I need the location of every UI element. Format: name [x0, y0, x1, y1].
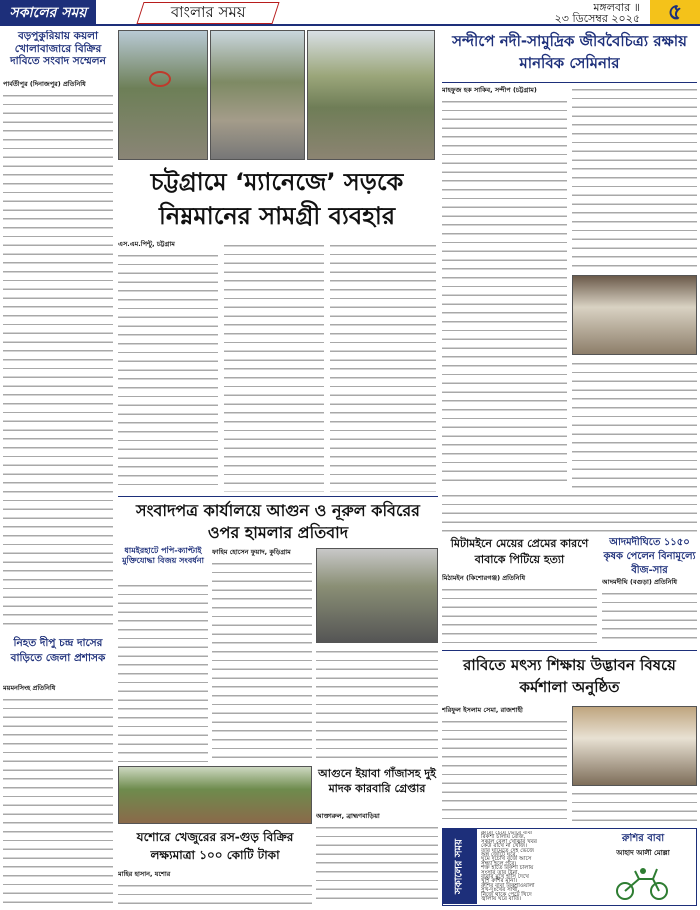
page-number: ৫ [650, 0, 700, 26]
article-text [118, 582, 208, 762]
poem-box [442, 828, 697, 906]
article-text [316, 824, 438, 904]
byline: পার্বতীপুর (দিনাজপুর) প্রতিনিধি [3, 80, 86, 88]
byline: আক্তারুল, ব্রাহ্মণবাড়িয়া [316, 812, 380, 820]
byline: ময়মনসিংহ প্রতিনিধি [3, 684, 56, 692]
divider [118, 496, 438, 497]
headline-seed: আদমদীঘিতে ১১৫০ কৃষক পেলেন বিনামূল্যে বীজ-সার [603, 537, 696, 576]
date-palm-photo [118, 766, 312, 824]
article-text [572, 360, 697, 488]
article-text [118, 882, 312, 904]
article-text [442, 98, 567, 488]
headline-mother: মিটামইনে মেয়ের প্রেমের কারণে বাবাকে পিটিয়ে হত্যা [450, 537, 589, 566]
divider [442, 650, 697, 651]
article-text [212, 560, 312, 760]
seminar-photo [572, 275, 697, 355]
divider [442, 82, 697, 83]
headline-seminar: সন্দীপে নদী-সামুদ্রিক জীববৈচিত্র্য রক্ষায় মানবিক সেমিনার [452, 32, 687, 72]
scholar-head: ধামইরহাটে পপি-ক্যাপ্টাই মুক্তিযোদ্ধা বিজয় সংবর্ধনা [122, 546, 204, 565]
article-text [330, 242, 436, 492]
byline: এস.এম.পিন্টু, চট্টগ্রাম [118, 240, 175, 248]
workshop-photo [572, 706, 697, 786]
poem-author: আহাদ আলী মোল্লা [616, 849, 670, 857]
road-photo-2 [210, 30, 305, 160]
headline-road: চট্টগ্রামে ‘ম্যানেজে’ সড়কে নিম্নমানের সামগ্রী ব্যবহার [150, 168, 404, 230]
issue-date: মঙ্গলবার ॥ ২৩ ডিসেম্বর ২০২৫ [554, 2, 640, 24]
poem-title: রুশির বাবা [621, 833, 665, 844]
rickshaw-icon [613, 865, 673, 901]
story-coal-head [3, 30, 113, 80]
article-text [442, 492, 697, 534]
article-text [572, 790, 697, 823]
headline-dipu: নিহত দীপু চন্দ্র দাসের বাড়িতে জেলা প্রশাসক [10, 637, 106, 664]
article-text [118, 252, 218, 492]
headline-fire: সংবাদপত্র কার্যালয়ে আগুন ও নূরুল কবিরের ওপর হামলার প্রতিবাদ [136, 501, 420, 542]
newspaper-logo: সকালের সময় [0, 0, 96, 26]
headline-arrest: আগুনে ইয়াবা গাঁজাসহ দুই মাদক কারবারি গ্রেপ্তার [318, 767, 436, 795]
article-text [572, 86, 697, 271]
byline: মাহির হাসান, যশোর [118, 870, 171, 878]
byline: মিঠামইন (কিশোরগঞ্জ) প্রতিনিধি [442, 574, 526, 582]
section-badge: বাংলার সময় [136, 2, 279, 24]
article-text [442, 586, 597, 646]
road-photo-1 [118, 30, 208, 160]
byline: ফাহিম হোসেন ফুয়াদ, কুড়িগ্রাম [212, 548, 291, 556]
article-text [224, 242, 324, 492]
byline: মাহফুজ হক সাকিব, সন্দীপ (চট্টগ্রাম) [442, 86, 537, 94]
headline: বড়পুকুরিয়ায় কয়লা খোলাবাজারে বিক্রির দাবিতে সংবাদ সম্মেলন [10, 30, 106, 68]
poem-lines: কারো চেয়ে ভোরে বাবা রিকশা চালায় রোজ, সকাল বেলা খোকার খবর কেউ রাখে না খোঁজ। তার ঘামেতে দেহ ভেজে অন্ন জোটে ঘরে, ঘুমে দুচোখ বুজে আসে সন্ধ্যা হলে পরে। শক্ত হাতে রিকশা চালায় সংসার তার টানা, বাবার মুখে হাসি দেখে খুশি রুশির মানা। রুশির বাবা রিকশাওয়ালা সুখ-দুঃখের সাথী, নিজে থাকে পেটে খিদে জ্বালায় ঘরে বাতি। [481, 831, 537, 903]
article-text [442, 718, 567, 823]
article-text [3, 696, 113, 904]
article-text [602, 590, 697, 646]
protest-photo [316, 548, 438, 643]
road-photo-3 [307, 30, 435, 160]
byline: শরিফুল ইসলাম সেমা, রাজশাহী [442, 706, 523, 714]
headline-workshop: রাবিতে মৎস্য শিক্ষায় উদ্ভাবন বিষয়ে কর্মশালা অনুষ্ঠিত [463, 656, 676, 696]
masthead [0, 0, 700, 26]
headline-date: যশোরে খেজুরের রস-গুড় বিক্রির লক্ষ্যমাত্রা ১০০ কোটি টাকা [136, 830, 294, 862]
article-text [316, 648, 438, 760]
footer-logo: সকালের সময় [443, 829, 477, 904]
byline: আদমদীঘি (বগুড়া) প্রতিনিধি [602, 578, 677, 586]
article-text [3, 92, 113, 632]
